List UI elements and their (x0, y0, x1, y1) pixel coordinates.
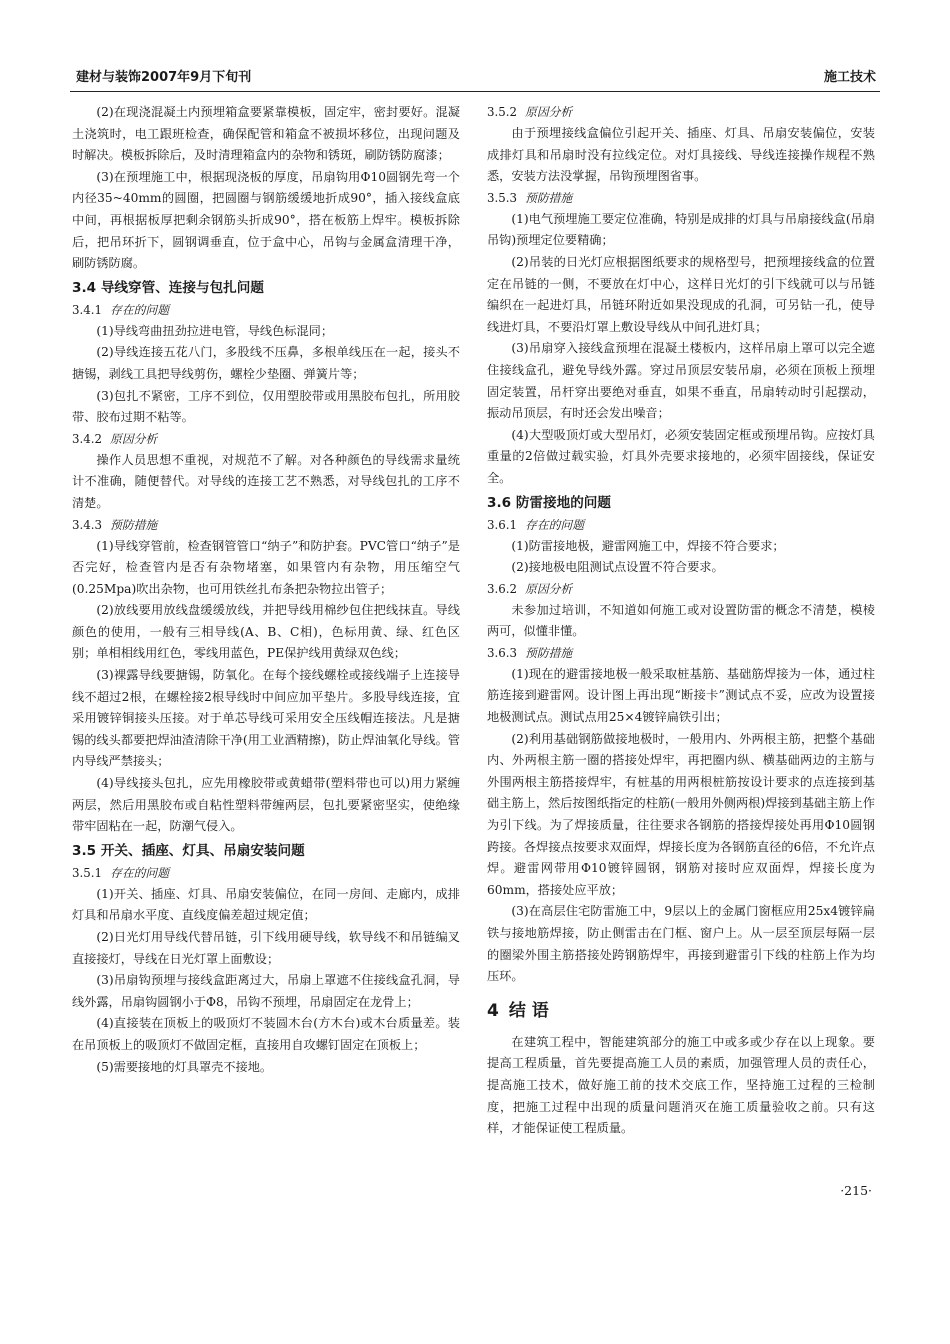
section-heading: 3.4 导线穿管、连接与包扎问题 (72, 279, 264, 296)
paragraph: (4)导线接头包扎，应先用橡胶带或黄蜡带(塑料带也可以)用力紧缠两层，然后用黑胶布或自粘性塑料带缠两层，包扎要紧密坚实，使绝缘带牢固粘在一起，防潮气侵入。 (72, 776, 460, 834)
paragraph: (1)导线穿管前，检查钢管管口“纳子”和防护套。PVC管口“纳子”是否完好，检查管内是否有杂物堵塞，如果管内有杂物，用压缩空气(0.25Mpa)吹出杂物，也可用铁丝扎布条把杂物拉出管子； (72, 538, 460, 596)
subsection-heading (487, 643, 875, 664)
paragraph: (4)大型吸顶灯或大型吊灯，必须安装固定框或预埋吊钩。应按灯具重量的2倍做过载实验，灯具外壳要求接地的，必须牢固接线，保证安全。 (487, 427, 875, 485)
section-heading: 3.6 防雷接地的问题 (487, 494, 611, 511)
paragraph: (4)直接装在顶板上的吸顶灯不装圆木台(方木台)或木台质量差。装在吊顶板上的吸顶灯不做固定框，直接用自攻螺钉固定在顶板上； (72, 1016, 460, 1052)
journal-title: 建材与装饰2007年9月下旬刊 (76, 70, 252, 85)
paragraph: (3)包扎不紧密，工序不到位，仅用塑胶带或用黑胶布包扎，所用胶带、胶布过期不粘等。 (72, 388, 460, 425)
paragraph: (5)需要接地的灯具罩壳不接地。 (96, 1059, 273, 1074)
paragraph: (3)在预埋施工中，根据现浇板的厚度，吊扇钩用Φ10圆钢先弯一个内径35~40mm的圆圈，把圆圈与钢筋缓缓地折成90°，插入接线盒底中间，再根据板厚把剩余钢筋头折成90°，搭在板筋上焊牢。模板拆除后，把吊环折下，圆钢调垂直，位于盒中心，吊钩与金属盒清理干净，刷防锈防腐。 (72, 169, 460, 271)
subsection-heading (72, 515, 460, 536)
subsection-heading (72, 429, 460, 450)
heading-text: 原因分析 (110, 431, 158, 446)
paragraph: (2)吊装的日光灯应根据图纸要求的规格型号，把预埋接线盒的位置定在吊链的一侧，不要放在灯中心，这样日光灯的引下线就可以与吊链编织在一起进灯具，吊链环附近如果没现成的孔洞，可另钻一孔，使导线进灯具，不要沿灯罩上敷设导线从中间孔进灯具； (487, 254, 875, 334)
paragraph: (1)现在的避雷接地极一般采取桩基筋、基础筋焊接为一体，通过柱筋连接到避雷网。设计图上再出现“断接卡”测试点不妥，应改为设置接地极测试点。测试点用25×4镀锌扁铁引出； (487, 666, 875, 725)
heading-text: 存在的问题 (110, 865, 170, 880)
paragraph: (3)在高层住宅防雷施工中，9层以上的金属门窗框应用25x4镀锌扁铁与接地筋焊接，防止侧雷击在门框、窗户上。从一层至顶层每隔一层的圈梁外围主筋搭接处跨钢筋焊牢，再接到避雷引下线的柱筋上作为均压环。 (487, 904, 875, 984)
section-name: 施工技术 (823, 70, 876, 85)
running-header (70, 62, 880, 90)
paragraph: (2)导线连接五花八门，多股线不压鼻，多根单线压在一起，接头不搪锡，剥线工具把导线剪伤，螺栓少垫圈、弹簧片等； (72, 345, 460, 381)
paragraph: (1)电气预埋施工要定位准确，特别是成排的灯具与吊扇接线盒(吊扇吊钩)预埋定位要精确； (487, 211, 875, 248)
paragraph: (1)防雷接地极，避雷网施工中，焊接不符合要求； (511, 538, 785, 553)
paragraph: (2)放线要用放线盘缓缓放线，并把导线用棉纱包住把线抹直。导线颜色的使用，一般有三相导线(A、B、C相)，色标用黄、绿、红色区别；单相相线用红色，零线用蓝色，PE保护线用黄绿双色线； (72, 603, 460, 661)
page-number: ·215· (840, 1183, 872, 1198)
paragraph: (2)接地极电阻测试点设置不符合要求。 (511, 560, 724, 575)
heading-text: 结 语 (508, 1000, 549, 1021)
heading-number: 4 (487, 1000, 499, 1021)
heading-number: 3.5.1 (72, 865, 103, 880)
paragraph: 由于预埋接线盒偏位引起开关、插座、灯具、吊扇安装偏位，安装成排灯具和吊扇时没有拉线定位。对灯具接线、导线连接操作规程不熟悉，安装方法没掌握，吊钩预埋图省事。 (487, 126, 875, 184)
paragraph: (3)吊扇钩预埋与接线盒距离过大，吊扇上罩遮不住接线盒孔洞，导线外露，吊扇钩圆钢小于Φ8，吊钩不预埋，吊扇固定在龙骨上； (72, 973, 460, 1009)
subsection-heading (72, 300, 460, 321)
paragraph: 未参加过培训，不知道如何施工或对设置防雷的概念不清楚，模棱两可，似懂非懂。 (487, 602, 875, 639)
heading-number: 3.4.1 (72, 302, 103, 317)
subsection-heading (487, 188, 875, 209)
heading-number: 3.4.2 (72, 431, 103, 446)
paragraph: 操作人员思想不重视，对规范不了解。对各种颜色的导线需求量统计不准确，随便替代。对导线的连接工艺不熟悉，对导线包扎的工序不清楚。 (72, 452, 460, 510)
heading-text: 预防措施 (110, 517, 158, 532)
heading-number: 3.6.2 (487, 581, 518, 596)
paragraph: (2)在现浇混凝土内预埋箱盒要紧靠模板，固定牢，密封要好。混凝土浇筑时，电工跟班检查，确保配管和箱盒不被损坏移位，出现问题及时解决。模板拆除后，及时清理箱盒内的杂物和锈斑，刷防锈防腐漆； (72, 105, 460, 163)
subsection-heading (487, 579, 875, 600)
heading-text: 存在的问题 (110, 302, 170, 317)
right-column (487, 102, 875, 1140)
chapter-heading (487, 998, 875, 1024)
heading-number: 3.5.2 (487, 105, 518, 119)
heading-text: 原因分析 (525, 105, 573, 119)
left-column (72, 102, 460, 1078)
paragraph: (1)开关、插座、灯具、吊扇安装偏位，在同一房间、走廊内，成排灯具和吊扇水平度、直线度偏差超过规定值； (72, 886, 460, 923)
heading-text: 预防措施 (525, 190, 573, 205)
subsection-heading (487, 102, 875, 123)
heading-text: 预防措施 (525, 645, 573, 660)
subsection-heading (487, 515, 875, 536)
heading-number: 3.4.3 (72, 517, 103, 532)
heading-text: 原因分析 (525, 581, 573, 596)
heading-number: 3.6.3 (487, 645, 518, 660)
paragraph: (3)裸露导线要搪锡，防氧化。在每个接线螺栓或接线端子上连接导线不超过2根，在螺栓接2根导线时中间应加平垫片。多股导线连接，宜采用镀锌铜接头压接。对于单芯导线可采用安全压线帽连接法。凡是搪锡的线头都要把焊油渣清除干净(用工业酒精擦)，防止焊油氧化导线。管内导线严禁接头； (72, 668, 460, 769)
section-heading: 3.5 开关、插座、灯具、吊扇安装问题 (72, 842, 305, 859)
header-divider (70, 91, 880, 92)
paragraph: (2)利用基础钢筋做接地极时，一般用内、外两根主筋，把整个基础内、外两根主筋一圈的搭接处焊牢，再把圈内纵、横基础两边的主筋与外围两根主筋搭接焊牢，有桩基的用两根桩筋按设计要求的点连接到基础主筋上，然后按图纸指定的柱筋(一般用外侧两根)焊接到基础主筋上作为引下线。为了焊接质量，往往要求各钢筋的搭接焊接处再用Φ10圆钢跨接。各焊接点按要求双面焊，焊接长度为各钢筋直径的6倍，不允许点焊。避雷网带用Φ10镀锌圆钢，钢筋对接时应双面焊，焊接长度为60mm，搭接处应平放； (487, 731, 875, 897)
subsection-heading (72, 863, 460, 884)
paragraph: (3)吊扇穿入接线盒预埋在混凝土楼板内，这样吊扇上罩可以完全遮住接线盒孔，避免导线外露。穿过吊顶层安装吊扇，必须在顶板上预埋固定装置，吊杆穿出要绝对垂直，如果不垂直，吊扇转动时引起摆动，振动吊顶层，有时还会发出噪音； (487, 341, 875, 421)
heading-number: 3.5.3 (487, 190, 518, 205)
paragraph: (2)日光灯用导线代替吊链，引下线用硬导线，软导线不和吊链编叉直接接灯，导线在日光灯罩上面敷设； (72, 930, 460, 966)
paragraph: 在建筑工程中，智能建筑部分的施工中或多或少存在以上现象。要提高工程质量，首先要提高施工人员的素质，加强管理人员的责任心，提高施工技术，做好施工前的技术交底工作，坚持施工过程的三检制度，把施工过程中出现的质量问题消灭在施工质量验收之前。只有这样，才能保证使工程质量。 (487, 1034, 875, 1136)
paragraph: (1)导线弯曲扭劲拉进电管，导线色标混同； (96, 323, 334, 338)
heading-number: 3.6.1 (487, 517, 518, 532)
heading-text: 存在的问题 (525, 517, 585, 532)
